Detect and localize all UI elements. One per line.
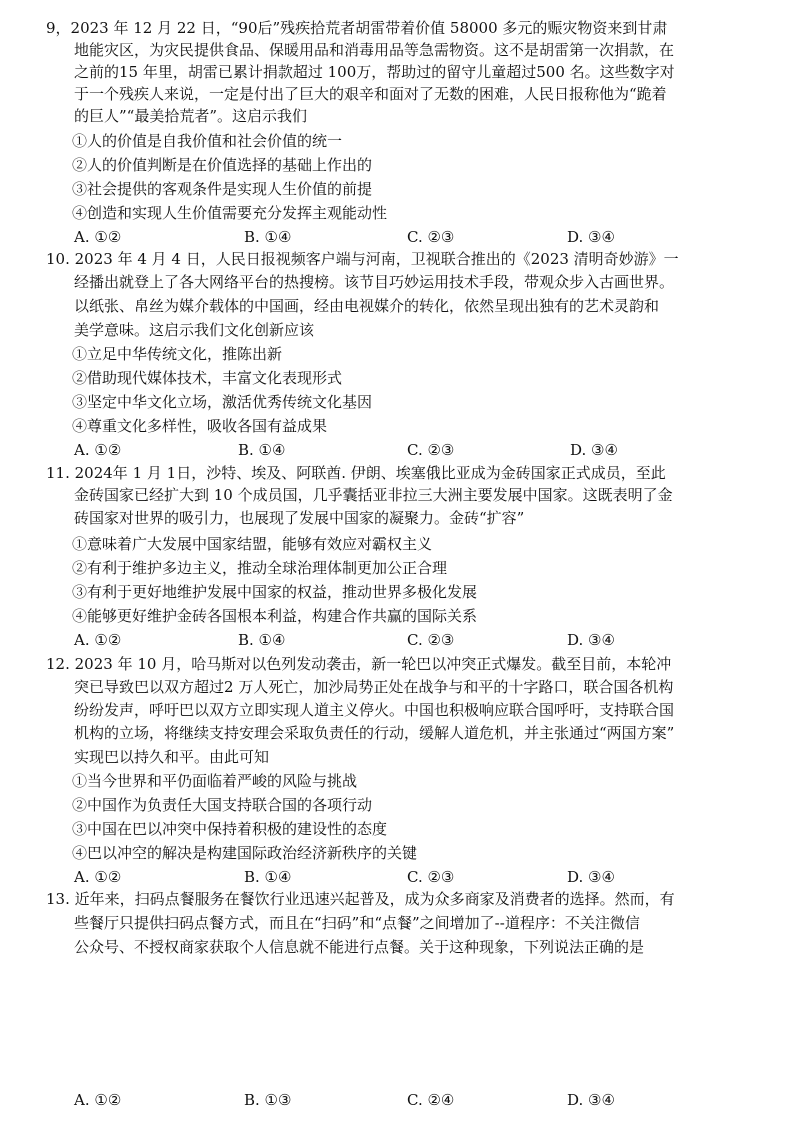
answer-choice-d: D. ③④ <box>570 441 618 459</box>
answer-choice-d: D. ③④ <box>567 868 615 886</box>
option-statement: ④创造和实现人生价值需要充分发挥主观能动性 <box>72 204 388 222</box>
option-statement: ②借助现代媒体技术，丰富文化表现形式 <box>72 369 343 387</box>
option-statement: ④尊重文化多样性，吸收各国有益成果 <box>72 417 328 435</box>
option-statement: ④能够更好维护金砖各国根本利益，构建合作共赢的国际关系 <box>72 607 478 625</box>
option-statement: ③社会提供的客观条件是实现人生价值的前提 <box>72 180 373 198</box>
option-statement: ④巴以冲空的解决是构建国际政治经济新秩序的关键 <box>72 844 418 862</box>
option-statement: ①意味着广大发展中国家结盟，能够有效应对霸权主义 <box>72 535 433 553</box>
answer-choice-b: B. ①③ <box>244 1091 292 1109</box>
answer-choice-c: C. ②③ <box>407 631 455 649</box>
answer-choice-d: D. ③④ <box>567 631 615 649</box>
answer-choice-c: C. ②③ <box>407 228 455 246</box>
option-statement: ①立足中华传统文化，推陈出新 <box>72 345 283 363</box>
question-stem-line: 以纸张、帛丝为媒介载体的中国画，经由电视媒介的转化，依然呈现出独有的艺术灵韵和 <box>74 297 660 315</box>
answer-choice-a: A. ①② <box>74 1091 122 1109</box>
option-statement: ③中国在巴以冲突中保持着积极的建设性的态度 <box>72 820 388 838</box>
answer-choice-b: B. ①④ <box>244 228 292 246</box>
answer-choice-a: A. ①② <box>74 868 122 886</box>
question-stem-line: 10. 2023 年 4 月 4 日，人民日报视频客户端与河南，卫视联合推出的《2023 清明奇妙游》一 <box>46 250 679 268</box>
question-stem-line: 于一个残疾人来说，一定是付出了巨大的艰辛和面对了无数的困难，人民日报称他为“跪着 <box>74 85 667 103</box>
question-stem-line: 11. 2024年 1 月 1日，沙特、埃及、阿联酋. 伊朗、埃塞俄比亚成为金砖国家正式成员，至此 <box>46 464 666 482</box>
question-stem-line: 砖国家对世界的吸引力，也展现了发展中国家的凝聚力。金砖“扩容” <box>74 509 525 527</box>
question-stem-line: 美学意味。这启示我们文化创新应该 <box>74 321 315 339</box>
option-statement: ③坚定中华文化立场，激活优秀传统文化基因 <box>72 393 373 411</box>
option-statement: ①人的价值是自我价值和社会价值的统一 <box>72 132 343 150</box>
question-stem-line: 12. 2023 年 10 月，哈马斯对以色列发动袭击，新一轮巴以冲突正式爆发。截至目前，本轮冲 <box>46 655 672 673</box>
question-stem-line: 机构的立场，将继续支持安理会采取负责任的行动，缓解人道危机，并主张通过“两国方案” <box>74 724 675 742</box>
question-stem-line: 经播出就登上了各大网络平台的热搜榜。该节目巧妙运用技术手段，带观众步入古画世界。 <box>74 273 675 291</box>
answer-choice-a: A. ①② <box>74 228 122 246</box>
question-stem-line: 突已导致巴以双方超过2 万人死亡，加沙局势正处在战争与和平的十字路口，联合国各机构 <box>74 678 674 696</box>
question-stem-line: 些餐厅只提供扫码点餐方式，而且在“扫码”和“点餐”之间增加了--道程序：不关注微信 <box>74 914 640 932</box>
option-statement: ①当今世界和平仍面临着严峻的风险与挑战 <box>72 772 358 790</box>
answer-choice-b: B. ①④ <box>238 441 286 459</box>
option-statement: ②中国作为负责任大国支持联合国的各项行动 <box>72 796 373 814</box>
question-stem-line: 地能灾区，为灾民提供食品、保暖用品和消毒用品等急需物资。这不是胡雷第一次捐款，在 <box>74 41 675 59</box>
question-stem-line: 13. 近年来，扫码点餐服务在餐饮行业迅速兴起普及，成为众多商家及消费者的选择。然而，有 <box>46 890 675 908</box>
question-stem-line: 9，2023 年 12 月 22 日，“90后”残疾拾荒者胡雷带着价值 58000 多元的赈灾物资来到甘肃 <box>46 19 668 37</box>
option-statement: ③有利于更好地维护发展中国家的权益，推动世界多极化发展 <box>72 583 478 601</box>
question-stem-line: 实现巴以持久和平。由此可知 <box>74 748 270 766</box>
answer-choice-b: B. ①④ <box>244 868 292 886</box>
answer-choice-d: D. ③④ <box>567 228 615 246</box>
answer-choice-c: C. ②③ <box>407 441 455 459</box>
question-stem-line: 纷纷发声，呼吁巴以双方立即实现人道主义停火。中国也积极响应联合国呼吁，支持联合国 <box>74 701 675 719</box>
answer-choice-b: B. ①④ <box>238 631 286 649</box>
option-statement: ②人的价值判断是在价值选择的基础上作出的 <box>72 156 373 174</box>
answer-choice-a: A. ①② <box>74 631 122 649</box>
answer-choice-c: C. ②④ <box>407 1091 455 1109</box>
question-stem-line: 金砖国家已经扩大到 10 个成员国，几乎囊括亚非拉三大洲主要发展中国家。这既表明了金 <box>74 486 673 504</box>
question-stem-line: 之前的15 年里，胡雷已累计捐款超过 100万，帮助过的留守儿童超过500 名。这些数字对 <box>74 63 675 81</box>
answer-choice-d: D. ③④ <box>567 1091 615 1109</box>
answer-choice-a: A. ①② <box>74 441 122 459</box>
answer-choice-c: C. ②③ <box>407 868 455 886</box>
question-stem-line: 公众号、不授权商家获取个人信息就不能进行点餐。关于这种现象，下列说法正确的是 <box>74 938 645 956</box>
question-stem-line: 的巨人”“最美拾荒者”。这启示我们 <box>74 107 308 125</box>
option-statement: ②有利于维护多边主义，推动全球治理体制更加公正合理 <box>72 559 448 577</box>
